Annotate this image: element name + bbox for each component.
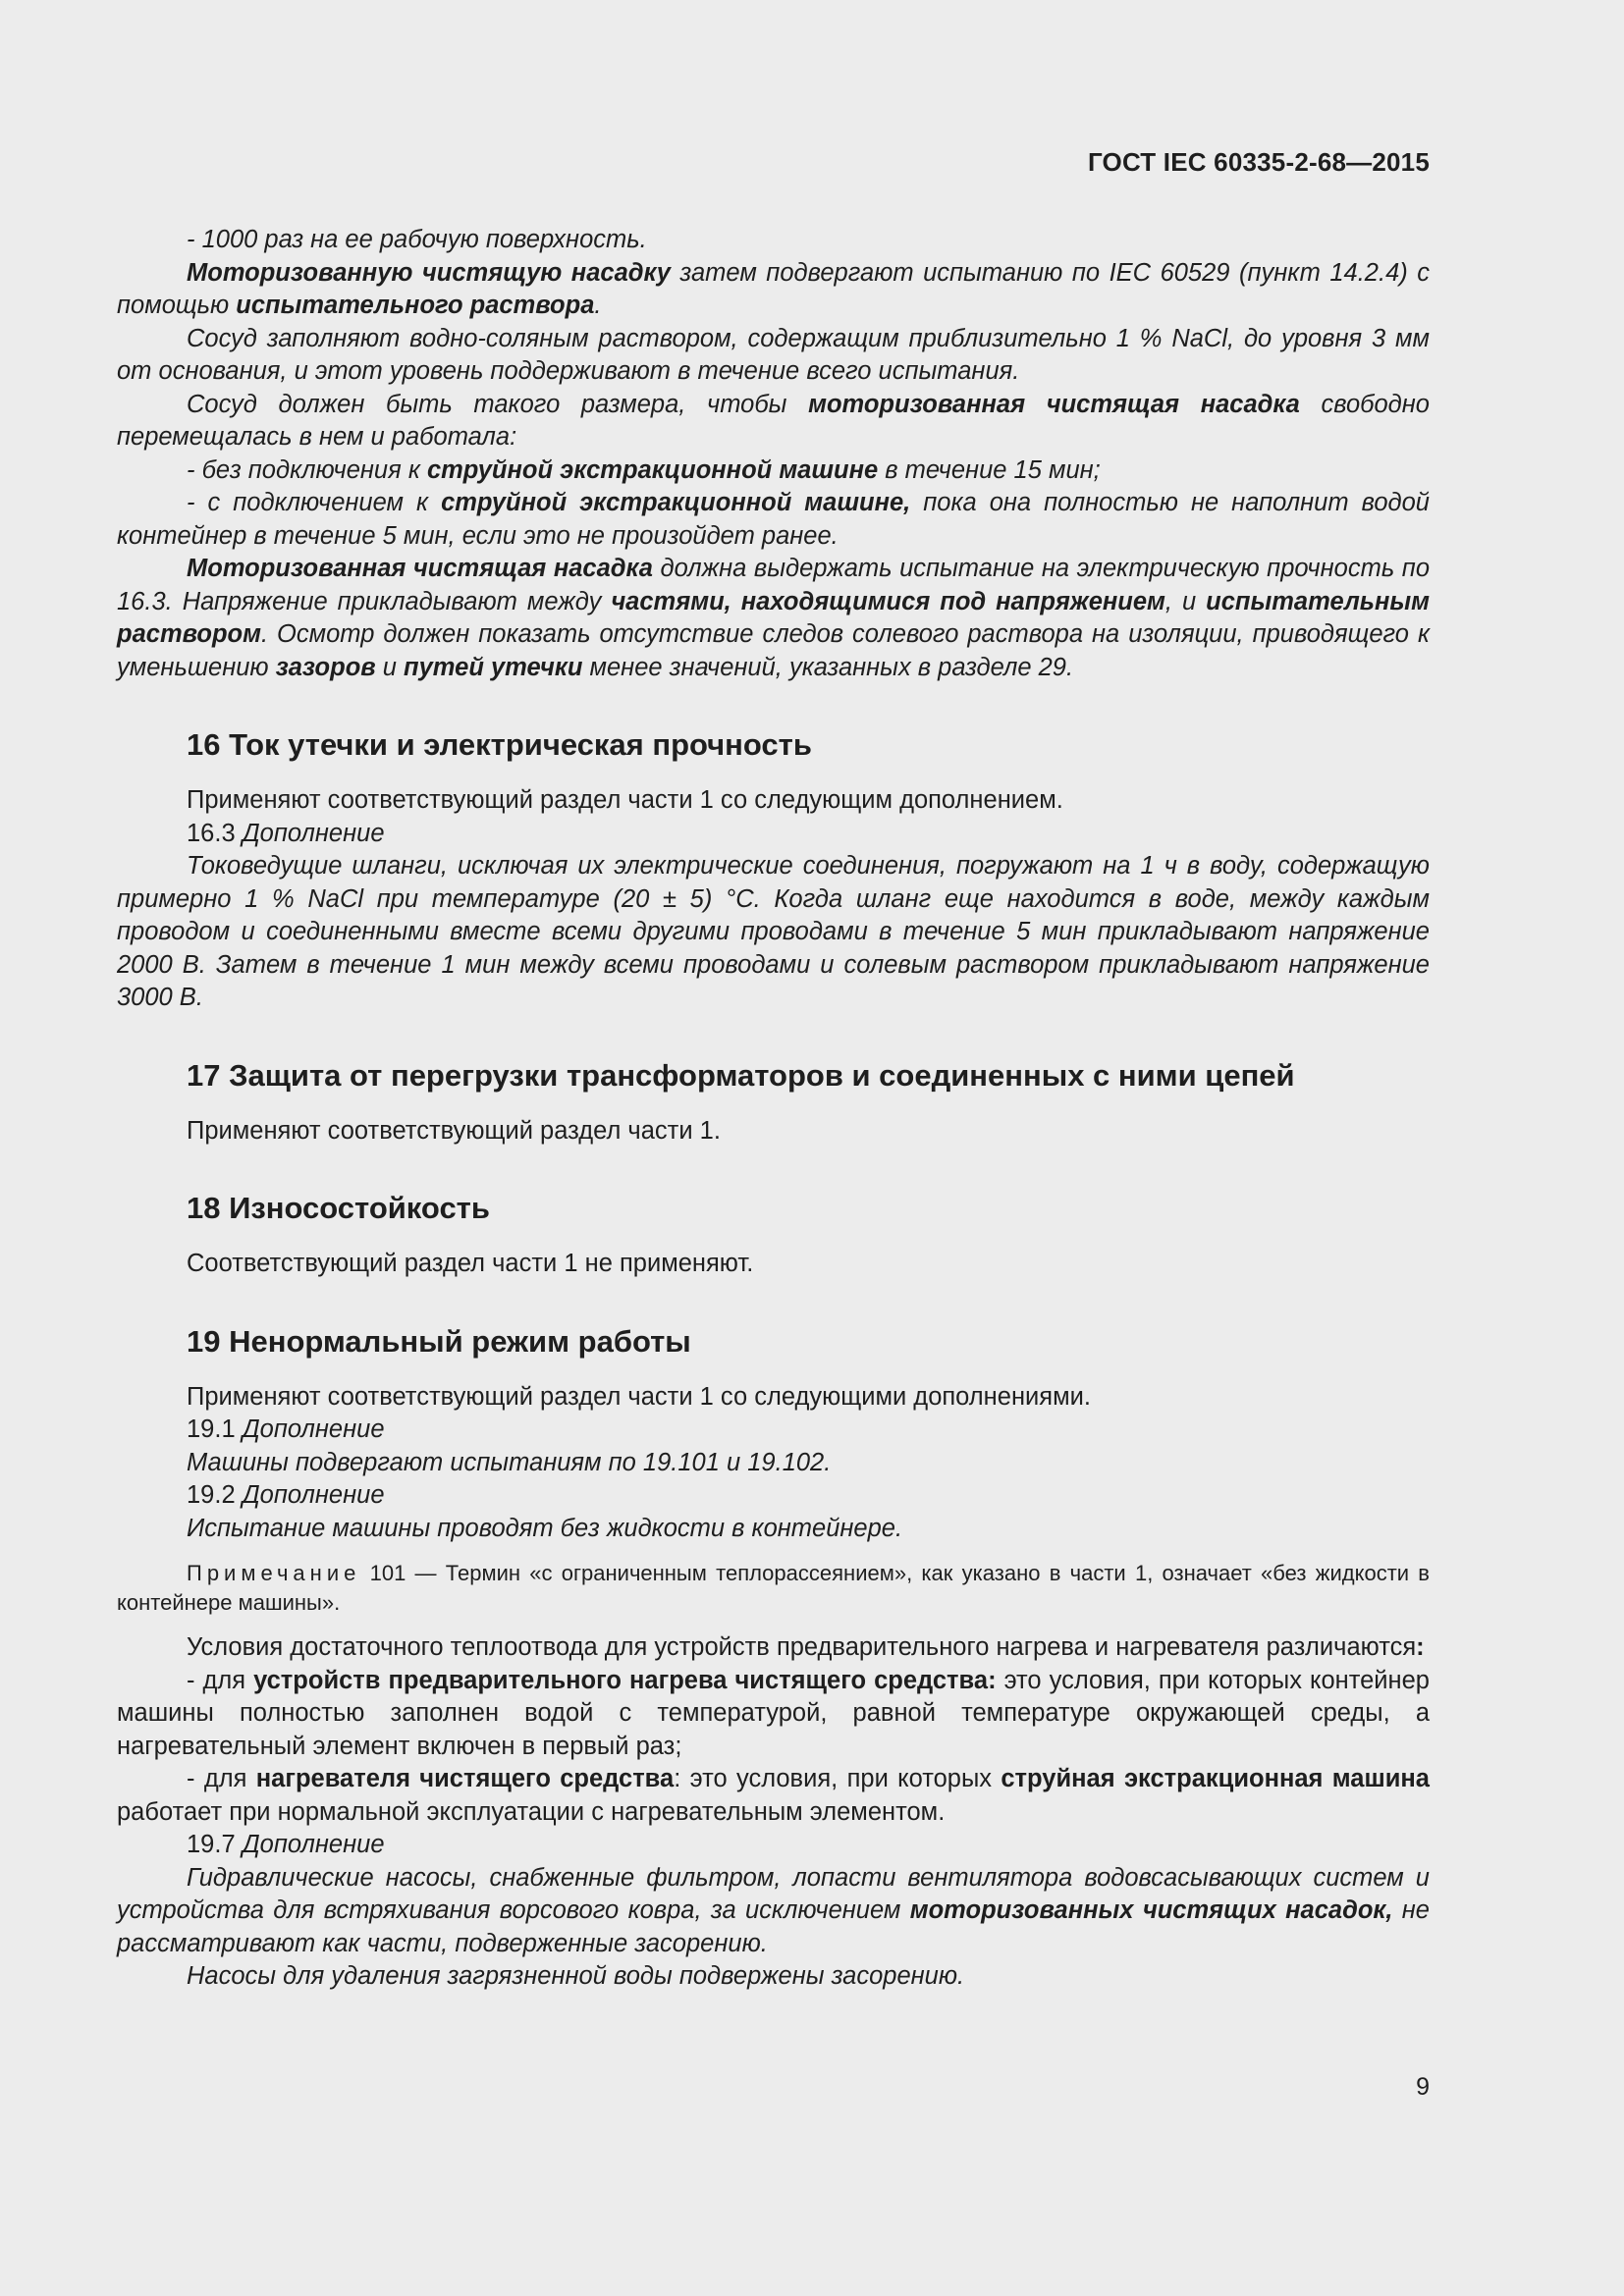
section-17-paragraph: Применяют соответствующий раздел части 1. [187,1116,721,1145]
section-16-3-text: Токоведущие шланги, исключая их электрические соединения, погружают на 1 ч в воду, содержащую примерно 1 % NaCl при температуре (20 ± 5) °С. Когда шланг еще находится в воде, между каждым проводом и соединенными вместе всеми другими проводами в течение 5 мин прикладывают напряжение 2000 В. Затем в течение 1 мин между всеми проводами и солевым раствором прикладывают напряжение 3000 В. [117,852,1430,1011]
section-19-paragraph: Применяют соответствующий раздел части 1 со следующими дополнениями. [187,1382,1091,1411]
section-19-7-text: Гидравлические насосы, снабженные фильтром, лопасти вентилятора водовсасывающих систем и устройства для встряхивания ворсового ковра, за исключением моторизованных чистящих насадок, не рассматривают как части, подверженные засорению. [117,1863,1430,1957]
page-body [117,224,1430,1994]
section-16-title: 16 Ток утечки и электрическая прочность [187,727,812,762]
conditions-paragraph: Условия достаточного теплоотвода для устройств предварительного нагрева и нагревателя различаются: [187,1633,1425,1661]
conditions-item-2: - для нагревателя чистящего средства: это условия, при которых струйная экстракционная машина работает при нормальной эксплуатации с нагревательным элементом. [117,1765,1430,1826]
section-18-paragraph: Соответствующий раздел части 1 не применяют. [187,1250,754,1277]
section-19-7-heading: 19.7 Дополнение [187,1831,385,1858]
section-19-title: 19 Ненормальный режим работы [187,1323,691,1359]
intro-list-item-2: - без подключения к струйной экстракционной машине в течение 15 мин; [187,455,1101,484]
intro-paragraph-4: Сосуд должен быть такого размера, чтобы моторизованная чистящая насадка свободно перемещалась в нем и работала: [117,390,1430,451]
note-101: Примечание 101 — Термин «с ограниченным теплорассеянием», как указано в части 1, означает «без жидкости в контейнере машины». [117,1561,1430,1615]
section-19-1-text: Машины подвергают испытаниям по 19.101 и 19.102. [187,1448,832,1476]
section-19-2-heading: 19.2 Дополнение [187,1481,385,1509]
section-16-3-heading: 16.3 Дополнение [187,819,385,847]
intro-paragraph-3: Сосуд заполняют водно-соляным раствором, содержащим приблизительно 1 % NaCl, до уровня 3 мм от основания, и этот уровень поддерживают в течение всего испытания. [117,324,1430,385]
section-17-title: 17 Защита от перегрузки трансформаторов и соединенных с ними цепей [187,1057,1295,1093]
intro-list-item: - 1000 раз на ее рабочую поверхность. [187,226,647,253]
intro-paragraph-2: Моторизованную чистящую насадку затем подвергают испытанию по IEC 60529 (пункт 14.2.4) с помощью испытательного раствора. [117,258,1430,319]
page-number: 9 [1416,2073,1430,2101]
document-code: ГОСТ IEC 60335-2-68—2015 [1087,147,1430,177]
intro-paragraph-7: Моторизованная чистящая насадка должна выдержать испытание на электрическую прочность по 16.3. Напряжение прикладывают между частями, находящимися под напряжением, и испытательным раствором. Осмотр должен показать отсутствие следов солевого раствора на изоляции, приводящего к уменьшению зазоров и путей утечки менее значений, указанных в разделе 29. [117,555,1431,681]
section-19-2-text: Испытание машины проводят без жидкости в контейнере. [187,1514,903,1542]
conditions-item-1: - для устройств предварительного нагрева чистящего средства: это условия, при которых контейнер машины полностью заполнен водой с температурой, равной температуре окружающей среды, а нагревательный элемент включен в первый раз; [117,1666,1430,1760]
intro-list-item-3: - с подключением к струйной экстракционной машине, пока она полностью не наполнит водой контейнер в течение 5 мин, если это не произойдет ранее. [117,489,1430,550]
section-16-paragraph: Применяют соответствующий раздел части 1 со следующим дополнением. [187,786,1063,814]
section-19-7-text-2: Насосы для удаления загрязненной воды подвержены засорению. [187,1962,965,1990]
section-18-title: 18 Износостойкость [187,1191,490,1225]
section-19-1-heading: 19.1 Дополнение [187,1415,385,1443]
